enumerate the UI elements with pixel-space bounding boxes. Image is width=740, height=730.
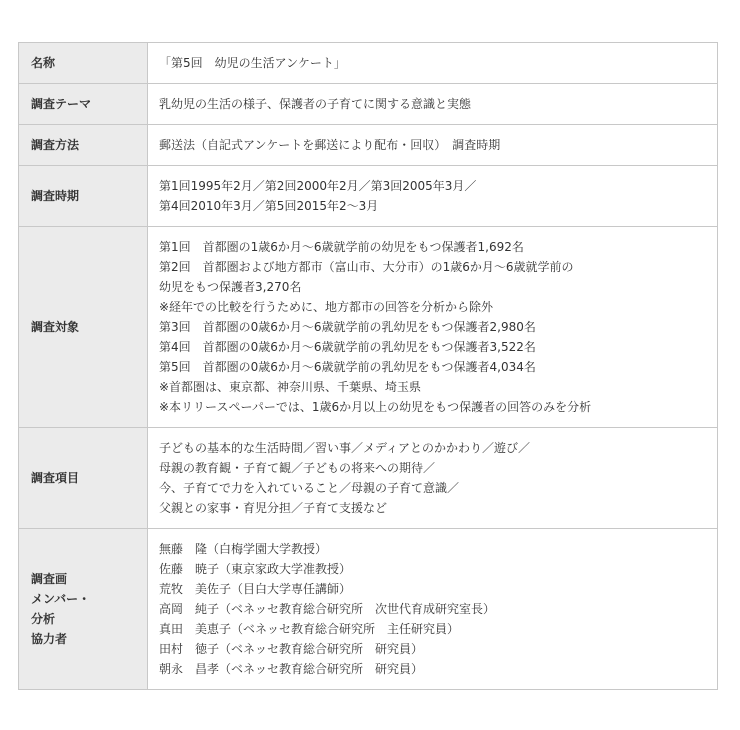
value-line: 朝永 昌孝（ベネッセ教育総合研究所 研究員） (159, 662, 424, 676)
row-label-name (19, 43, 148, 84)
value-line: 無藤 隆（白梅学園大学教授） (159, 542, 328, 556)
table-row-subject (19, 227, 718, 428)
value-line: 第3回 首都圏の0歳6か月～6歳就学前の乳幼児をもつ保護者2,980名 (159, 320, 536, 334)
label-line: 分析 (31, 612, 56, 626)
value-line: 第4回2010年3月／第5回2015年2～3月 (159, 199, 379, 213)
table-row-method (19, 125, 718, 166)
value-line: 真田 美恵子（ベネッセ教育総合研究所 主任研究員） (159, 622, 460, 636)
label-line: 調査項目 (31, 471, 80, 485)
value-line: ※首都圏は、東京都、神奈川県、千葉県、埼玉県 (159, 380, 422, 394)
table-row-theme (19, 84, 718, 125)
table-row-items (19, 428, 718, 529)
label-line: メンバー・ (31, 592, 91, 606)
value-line: 郵送法（自記式アンケートを郵送により配布・回収） 調査時期 (159, 138, 501, 152)
row-label-method (19, 125, 148, 166)
value-line: 荒牧 美佐子（目白大学専任講師） (159, 582, 352, 596)
value-line: 第5回 首都圏の0歳6か月～6歳就学前の乳幼児をもつ保護者4,034名 (159, 360, 536, 374)
row-value-period (148, 166, 718, 227)
table-row-name (19, 43, 718, 84)
label-line: 調査テーマ (31, 97, 92, 111)
value-line: 第4回 首都圏の0歳6か月～6歳就学前の乳幼児をもつ保護者3,522名 (159, 340, 536, 354)
value-line: 今、子育てで力を入れていること／母親の子育て意識／ (159, 481, 460, 495)
value-line: 田村 徳子（ベネッセ教育総合研究所 研究員） (159, 642, 424, 656)
survey-info-table (18, 42, 718, 690)
row-value-theme (148, 84, 718, 125)
label-line: 調査画 (31, 572, 68, 586)
row-label-members (19, 529, 148, 690)
table-row-period (19, 166, 718, 227)
label-line: 名称 (31, 56, 56, 70)
row-label-period (19, 166, 148, 227)
row-label-subject (19, 227, 148, 428)
value-line: 第1回1995年2月／第2回2000年2月／第3回2005年3月／ (159, 179, 477, 193)
label-line: 協力者 (31, 632, 68, 646)
row-value-members (148, 529, 718, 690)
table-row-members (19, 529, 718, 690)
value-line: 高岡 純子（ベネッセ教育総合研究所 次世代育成研究室長） (159, 602, 496, 616)
value-line: 父親との家事・育児分担／子育て支援など (159, 501, 388, 515)
label-line: 調査対象 (31, 320, 80, 334)
value-line: 第2回 首都圏および地方都市（富山市、大分市）の1歳6か月～6歳就学前の (159, 260, 574, 274)
value-line: 「第5回 幼児の生活アンケート」 (159, 56, 346, 70)
row-value-method (148, 125, 718, 166)
row-label-items (19, 428, 148, 529)
value-line: 幼児をもつ保護者3,270名 (159, 280, 302, 294)
value-line: ※経年での比較を行うために、地方都市の回答を分析から除外 (159, 300, 494, 314)
row-value-items (148, 428, 718, 529)
value-line: 子どもの基本的な生活時間／習い事／メディアとのかかわり／遊び／ (159, 441, 531, 455)
value-line: ※本リリースペーパーでは、1歳6か月以上の幼児をもつ保護者の回答のみを分析 (159, 400, 592, 414)
value-line: 佐藤 暁子（東京家政大学准教授） (159, 562, 352, 576)
label-line: 調査方法 (31, 138, 80, 152)
label-line: 調査時期 (31, 189, 80, 203)
row-value-subject (148, 227, 718, 428)
value-line: 乳幼児の生活の様子、保護者の子育てに関する意識と実態 (159, 97, 472, 111)
row-value-name (148, 43, 718, 84)
row-label-theme (19, 84, 148, 125)
value-line: 第1回 首都圏の1歳6か月～6歳就学前の幼児をもつ保護者1,692名 (159, 240, 524, 254)
value-line: 母親の教育観・子育て観／子どもの将来への期待／ (159, 461, 436, 475)
